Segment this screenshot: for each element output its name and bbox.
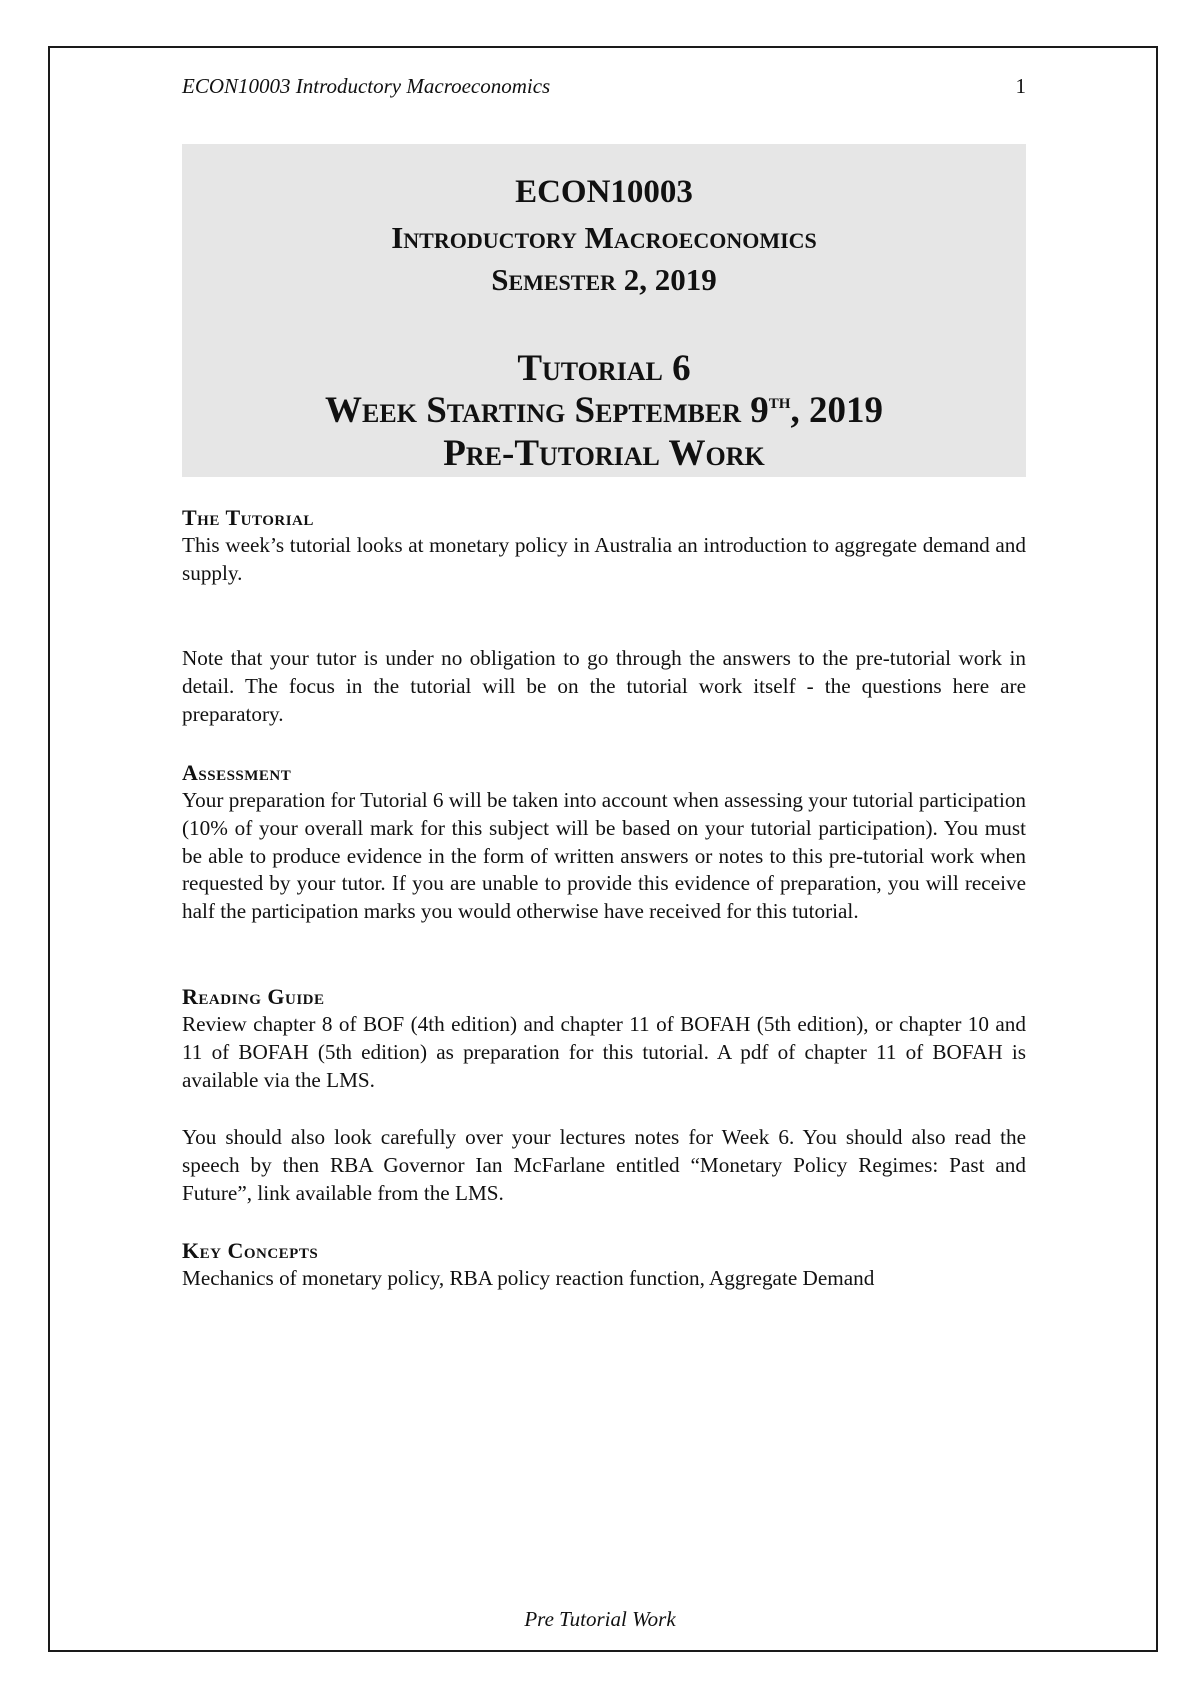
running-header: [182, 70, 1026, 104]
key-concepts-paragraph: Mechanics of monetary policy, RBA policy reaction function, Aggregate Demand: [182, 1266, 875, 1290]
tutorial-paragraph-2: Note that your tutor is under no obligation to go through the answers to the pre-tutorial work in detail. The focus in the tutorial will be on the tutorial work itself - the questions here are preparatory.: [182, 646, 1026, 726]
header-course-title: ECON10003 Introductory Macroeconomics: [182, 74, 551, 98]
page-number: 1: [1015, 74, 1026, 98]
reading-guide-paragraph-1: Review chapter 8 of BOF (4th edition) and chapter 11 of BOFAH (5th edition), or chapter 10 and 11 of BOFAH (5th edition) as preparation for this tutorial. A pdf of chapter 11 of BOFAH is available via the LMS.: [182, 1012, 1026, 1092]
reading-guide-paragraph-2: You should also look carefully over your lectures notes for Week 6. You should also read the speech by then RBA Governor Ian McFarlane entitled “Monetary Policy Regimes: Past and Future”, link available from the LMS.: [182, 1125, 1026, 1205]
heading-assessment: Assessment: [182, 760, 292, 785]
course-code: ECON10003: [515, 174, 693, 210]
tutorial-paragraph-1: This week’s tutorial looks at monetary policy in Australia an introduction to aggregate demand and supply.: [182, 533, 1026, 585]
document-subtitle: Pre-Tutorial Work: [443, 433, 765, 474]
heading-the-tutorial: The Tutorial: [182, 505, 314, 530]
heading-reading-guide: Reading Guide: [182, 984, 325, 1009]
week-starting: [182, 389, 1026, 432]
title-box: [182, 144, 1026, 477]
tutorial-number: Tutorial 6: [517, 348, 691, 389]
week-superscript: th: [768, 388, 791, 413]
page-footer: Pre Tutorial Work: [524, 1607, 676, 1631]
course-name: Introductory Macroeconomics: [391, 220, 817, 255]
week-suffix: , 2019: [790, 390, 883, 431]
semester: Semester 2, 2019: [491, 262, 717, 297]
week-prefix: Week Starting September 9: [325, 390, 769, 431]
assessment-paragraph: Your preparation for Tutorial 6 will be taken into account when assessing your tutorial participation (10% of your overall mark for this subject will be based on your tutorial participation). You must be able to produce evidence in the form of written answers or notes to this pre-tutorial work when requested by your tutor. If you are unable to provide this evidence of preparation, you will receive half the participation marks you would otherwise have received for this tutorial.: [182, 788, 1027, 924]
heading-key-concepts: Key Concepts: [182, 1238, 319, 1263]
